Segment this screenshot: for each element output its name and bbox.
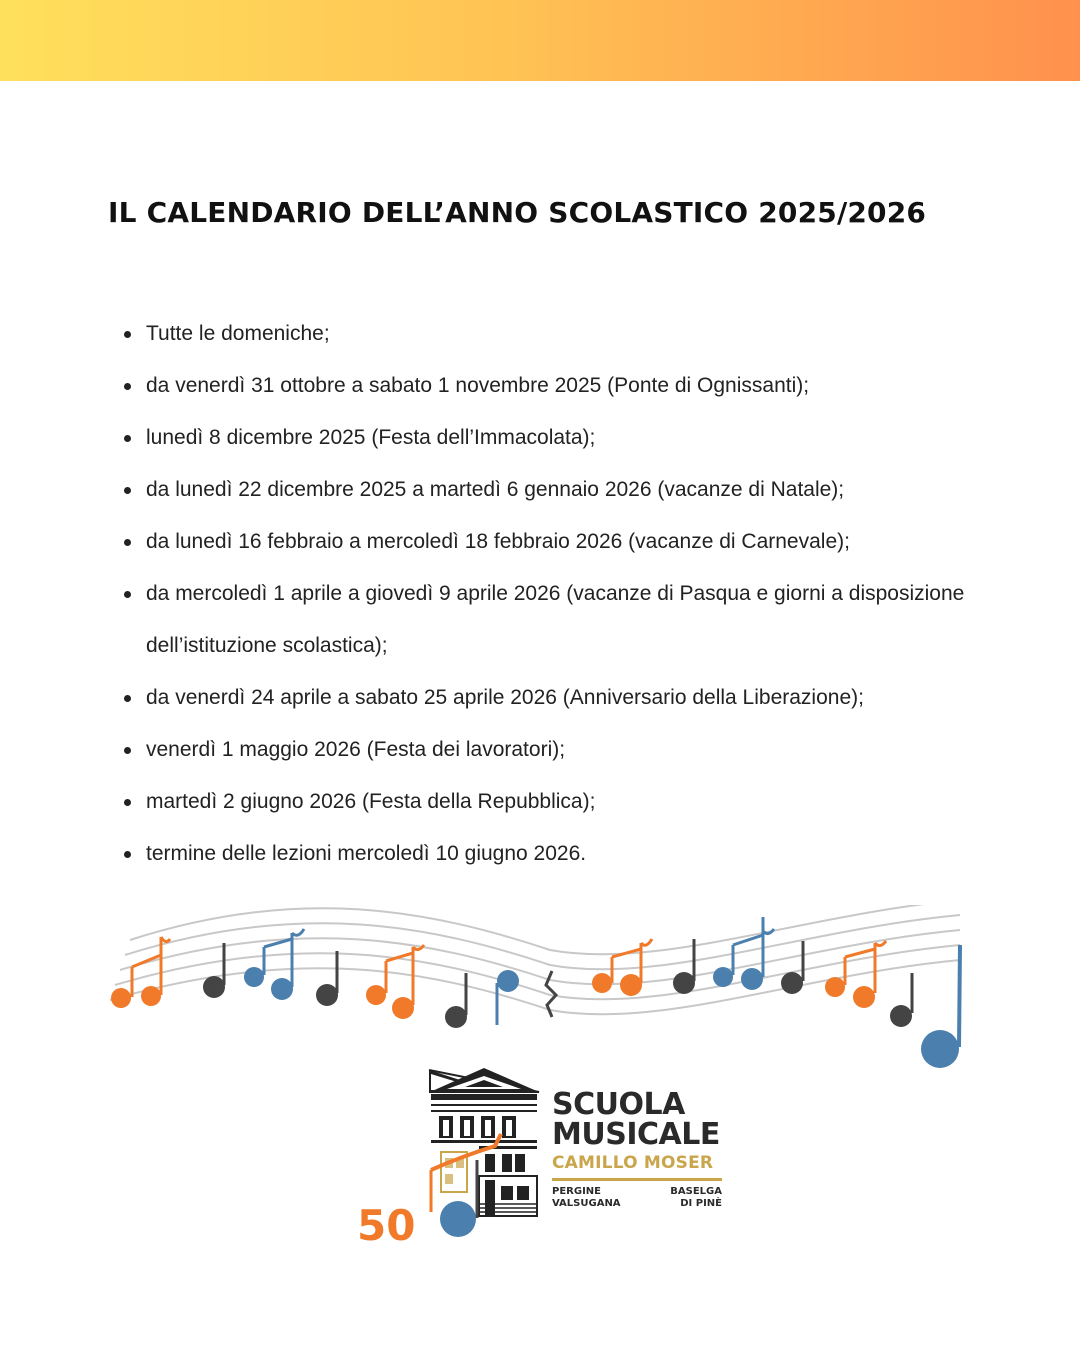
building-logo-icon [355,1062,545,1252]
list-item: da venerdì 24 aprile a sabato 25 aprile 2026 (Anniversario della Liberazione); [124,672,1004,724]
music-staff-illustration [100,905,980,1080]
list-item: Tutte le domeniche; [124,308,1004,360]
logo-divider [552,1178,722,1181]
logo-line-1: SCUOLA [552,1087,685,1122]
holiday-list [124,308,1004,880]
list-item: venerdì 1 maggio 2026 (Festa dei lavoratori); [124,724,1004,776]
anniversary-number: 50 [357,1201,416,1250]
list-item: lunedì 8 dicembre 2025 (Festa dell’Immacolata); [124,412,1004,464]
location-right-line-2: DI PINÈ [680,1198,722,1209]
location-left [552,1186,621,1210]
page-title: IL CALENDARIO DELL’ANNO SCOLASTICO 2025/2026 [108,196,927,229]
list-item: martedì 2 giugno 2026 (Festa della Repubblica); [124,776,1004,828]
list-item: da mercoledì 1 aprile a giovedì 9 aprile 2026 (vacanze di Pasqua e giorni a disposizione dell’istituzione scolastica); [124,568,1004,672]
school-logo [355,1062,735,1252]
logo-locations [552,1186,722,1210]
logo-subtitle: CAMILLO MOSER [552,1153,714,1173]
list-item: termine delle lezioni mercoledì 10 giugno 2026. [124,828,1004,880]
list-item: da venerdì 31 ottobre a sabato 1 novembre 2025 (Ponte di Ognissanti); [124,360,1004,412]
location-left-line-2: VALSUGANA [552,1198,621,1209]
header-gradient-bar [0,0,1080,81]
logo-line-2: MUSICALE [552,1117,720,1152]
logo-wordmark [552,1087,727,1210]
location-right [670,1186,722,1210]
location-right-line-1: BASELGA [670,1186,722,1197]
list-item: da lunedì 22 dicembre 2025 a martedì 6 gennaio 2026 (vacanze di Natale); [124,464,1004,516]
location-left-line-1: PERGINE [552,1186,601,1197]
list-item: da lunedì 16 febbraio a mercoledì 18 febbraio 2026 (vacanze di Carnevale); [124,516,1004,568]
